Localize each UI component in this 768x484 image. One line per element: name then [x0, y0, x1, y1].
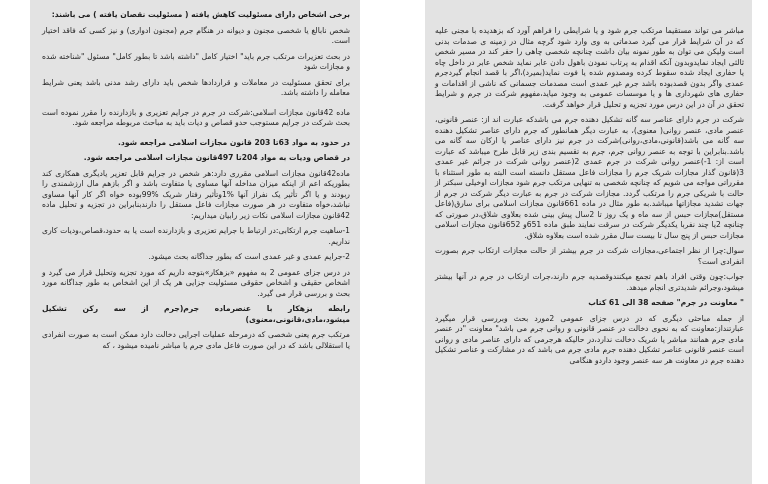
- paragraph: " معاونت در جرم" صفحه 38 الی 61 کتاب: [588, 298, 744, 307]
- paragraph: برخی اشخاص دارای مسئولیت کاهش یافته ( مسئولیت نقصان یافته ) می باشند:: [51, 10, 350, 19]
- paragraph: ماده42قانون مجازات اسلامی مقرری دارد:هر شخص در جرایم قابل تعزیر یادیگری همکاری کند بطوریکه اعم از اینکه میزان مداخله آنها مساوی یا متفاوت باشد و اگر بازهم مال ارزشمندی را ربودند و یا اگر تأثیر یک نفراز آنها %1وتأثیر رفتار شریک %99بوده خواه اگر کار آنها مساوی نباشد،خواه متفاوت در هر صورت مجازات فاعل مستقل را دارندبنابراین در تجزیه و تحلیل ماده 42قانون مجازات اسلامی نکات زیر رابیان میداریم:: [42, 168, 350, 220]
- paragraph: در حدود به مواد 63تا 203 قانون مجازات اسلامی مراجعه شود.: [118, 137, 350, 147]
- paragraph: در بحث تعزیرات مرتکب جرم باید" اختیار کامل "داشته باشد تا بطور کامل" مسئول "شناخته شده و مجازات شود: [42, 51, 350, 71]
- paragraph: 2-جرایم عمدی و غیر عمدی است که بطور جداگانه بحث میشود.: [148, 252, 350, 261]
- left-page: [30, 0, 360, 484]
- paragraph: از جمله مباحثی دیگری که در درس جزای عمومی 2مورد بحث وبررسی قرار میگیرد عبارتنداز:معاونت که به نحوی دخالت در عنصر قانونی و روانی جرم می باشد" معاونت "در عنصر مادی جرم همانند مباشر یا شریک دخالت ندارد،در حالیکه هرجرمی که دارای عناصر مادی و روانی است عنصر قانونی عناصر تشکیل دهنده جرم مادی جرم می باشد که در مشارکت و عناصر تشکیل دهنده جرم در معاونت هر سه عنصر وجود داردو هنگامی: [435, 313, 745, 365]
- paragraph: شخص نابالغ یا شخصی مجنون و دیوانه در هنگام جرم (مجنون ادواری) و نیز کسی که فاقد اختیار است.: [42, 25, 350, 45]
- paragraph: سوال:چرا از نظر اجتماعی،مجازات شرکت در جرم بیشتر از حالت مجازات ارتکاب جرم بصورت انفرادی است؟: [435, 246, 744, 266]
- paragraph: جواب:چون وقتی افراد باهم تجمع میکنندوقصدیه جرم دارند،جرات ارتکاب در جرم در آنها بیشتر میشود،وجرائم شدیدتری انجام میدهد.: [435, 272, 744, 292]
- paragraph: در قصاص ودیات به مواد 204تا 497قانون مجازات اسلامی مراجعه شود.: [83, 153, 350, 162]
- paragraph: در درس جزای عمومی 2 به مفهوم «بزهکار»بتوجه داریم که مورد تجزیه وتحلیل قرار می گیرد و اشخاص حقیقی و اشخاص حقوقی مسئولیت جزایی هر یک از این اشخاص به طور جداگانه مورد بحث و بررسی قرار می گیرد.: [42, 267, 351, 298]
- right-page: [425, 0, 752, 484]
- paragraph: شرکت در جرم دارای عناصر سه گانه تشکیل دهنده جرم می باشدکه عبارت اند از: عنصر قانونی، عنصر مادی، عنصر روانی( معنوی)، به عبارت دیگر همانطور که جرم دارای عناصر تشکیل دهنده سه گانه می باشد(قانونی،مادی،روانی)شرکت در جرم نیز دارای عناصر یا ارکان سه گانه می باشد.بنابراین با توجه به عنصر روانی جرم، جرم به تقسیم بندی زیر قابل طرح میباشد که عبارت است از: 1-)عنصر روانی شرکت در جرم عمدی 2(عنصر روانی شرکت در جرائم غیر عمدی 3(قانون گذار مجازات شریک جرم را مجازات فاعل مستقل دانسته است البته به طور استثناء با مقرراتی مواجه می شویم که چنانچه شخصی به تنهایی مرتکب جرم شود مجازات اوخیلی سبکتر از حالت با شریکی جرم را مرتکب گردد. مجازات شرکت در جرم به عبارت دیگر شرکت در جرم از جهات تشدید مجازاتها میباشد.به طور مثال در ماده 661قانون مجازات اسلامی برای سارق(فاعل مستقل)مجازات حبس از سه ماه و یک روز تا 2سال پیش بینی شده بعلاوی شلاق،در صورتی که چنانچه 2یا چند نفربا یکدیگر شرکت در سرقت نمایند طبق ماده 651و 652قانون مجازات اسلامی مجازات حبس از پنج سال تا بیست سال مقرر شده است بعلاوه شلاق.: [435, 115, 745, 240]
- paragraph: رابطه بزهکار با عنصرماده جرم(جرم از سه رکن تشکیل میشود،مادی،قانونی،معنوی): [42, 304, 350, 324]
- paragraph: ماده 42قانون مجازات اسلامی:شرکت در جرم در جرایم تعزیری و بازدارنده را مقرر نموده است بحث شرکت در جرایم مستوجب حدو قصاص و دیات باید به مباحث مربوطه مراجعه شود.: [42, 107, 351, 127]
- paragraph: مرتکب جرم یعنی شخصی که درمرحله عملیات اجرایی دخالت دارد ممکن است به صورت انفرادی یا استقلالی باشد که در این صورت فاعل مادی جرم یا مباشر نامیده میشود ، که: [42, 330, 350, 350]
- paragraph: 1-ساهیت جرم ارتکابی:در ارتباط با جرایم تعزیری و بازدارنده است یا به حدود،قصاص،ودیات کاری نداریم.: [42, 226, 350, 246]
- paragraph: مباشر می تواند مستقیما مرتکب جرم شود و یا شرایطی را فراهم آورد که بزهدیده با مجنی علیه که در آن شرایط قرار می گیرد صدماتی به وی وارد شود گرچه مثال در زمینه ی صدمات بدنی است ولیکن می توان به طور نمونه بیان داشت چنانچه شخصی چاهی را حفر کند در مسیر شخص ثالثی ایجاد نمایدوبدون آنکه اقدام به پرتاب نمودن باهول دادن عابر نماید شخص عابر در داخل چاه یا حفاری ایجاد شده سقوط کرده ومصدوم شده یا فوت نماید(بمیرد)،اگر با قصد انجام گیردجرم عمدی واگر بدون قصدبوده باشد جرم غیر عمدی است مصدمات جسمانی که ناشی از اقدامات و حفاری های شهرداری ها و یا موسسات عمومی به وجود میاید،مفهوم شرکت در جرم و شرایط تحقق در آن در این درس مورد تجزیه و تحلیل قرار خواهد گرفت.: [435, 26, 744, 109]
- paragraph: برای تحقق مسئولیت در معاملات و قراردادها شخص باید دارای رشد مدنی باشد یعنی شرایط معامله را داشته باشد.: [42, 77, 350, 97]
